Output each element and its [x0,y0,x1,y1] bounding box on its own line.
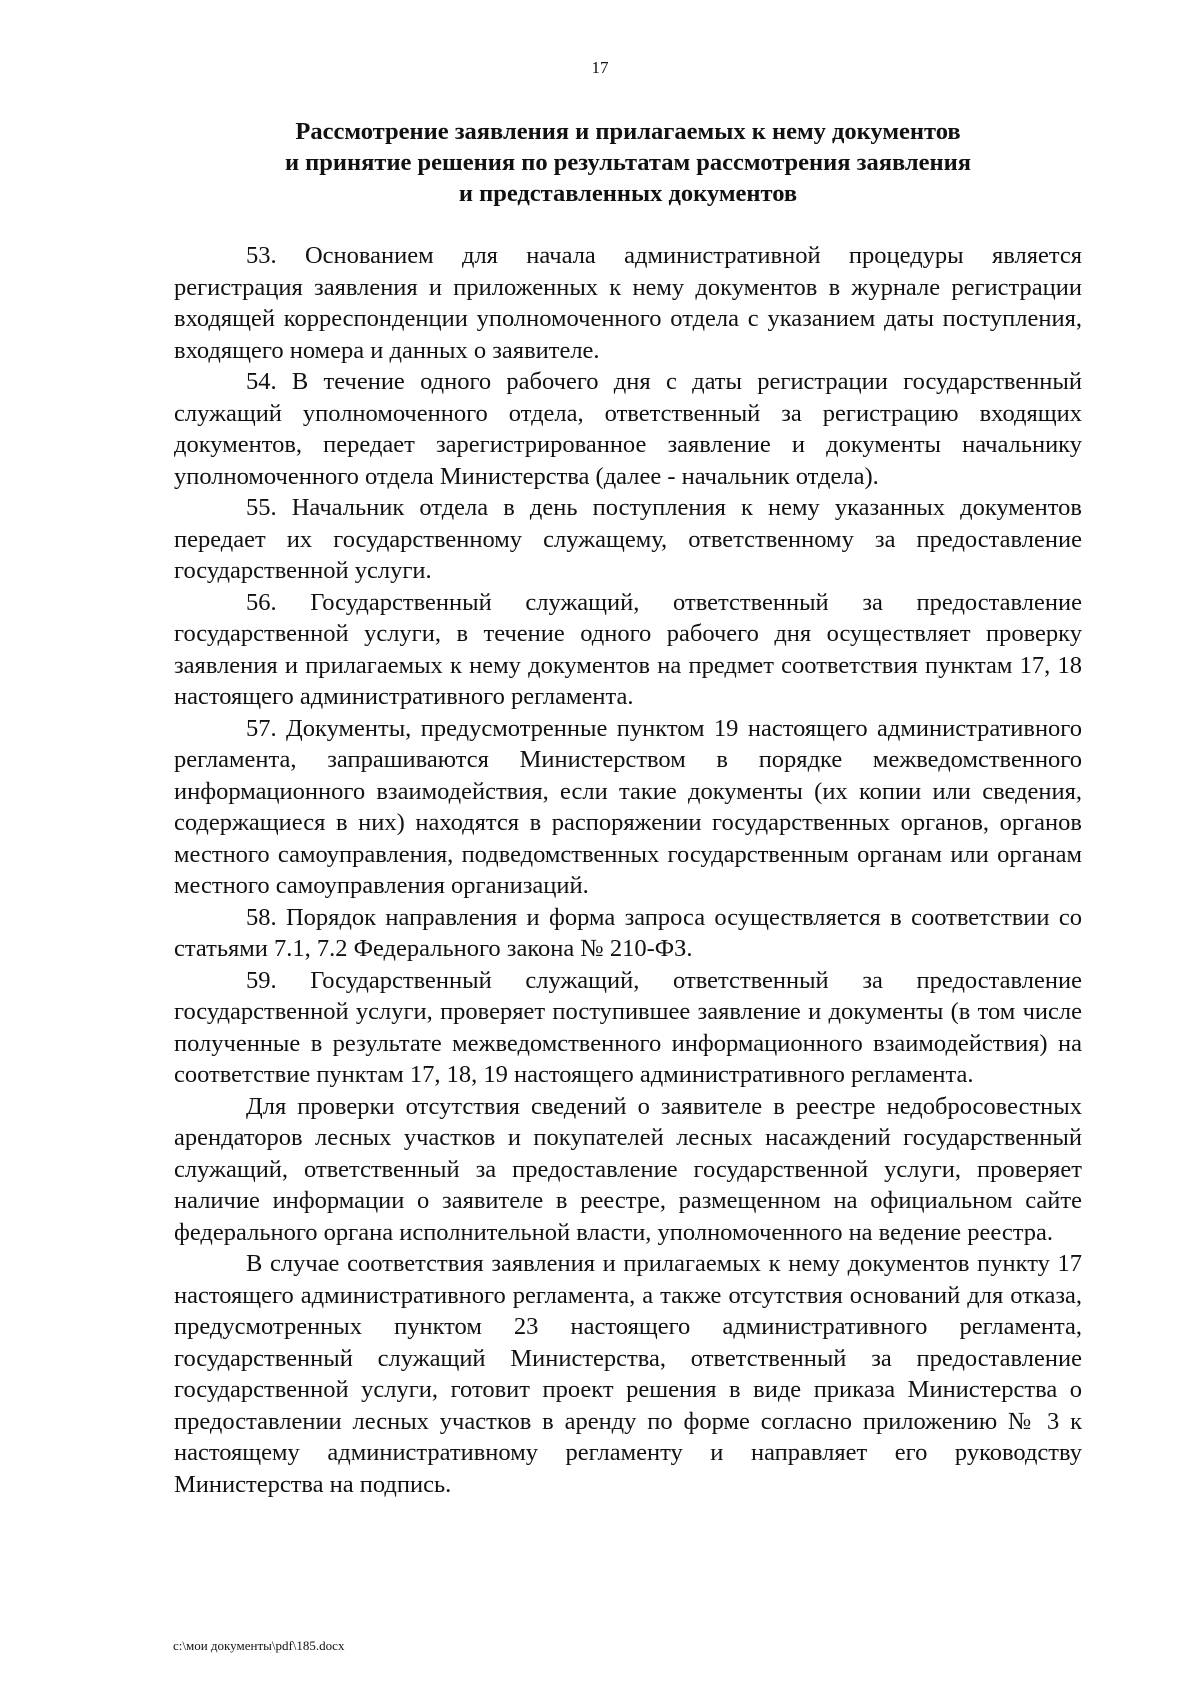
heading-line-1: Рассмотрение заявления и прилагаемых к нему документов [295,118,961,145]
page-number: 17 [591,58,609,77]
section-heading [175,116,1081,209]
heading-line-2: и принятие решения по результатам рассмотрения заявления [284,149,972,176]
heading-line-3: и представленных документов [458,180,798,207]
paragraph-57: 57. Документы, предусмотренные пунктом 19 настоящего административного регламента, запрашиваются Министерством в порядке межведомственного информационного взаимодействия, если такие документы (их копии или сведения, содержащиеся в них) находятся в распоряжении государственных органов, органов местного самоуправления, подведомственных государственным органам или органам местного самоуправления организаций. [174,714,1082,899]
paragraph-registry-check: Для проверки отсутствия сведений о заявителе в реестре недобросовестных арендаторов лесных участков и покупателей лесных насаждений государственный служащий, ответственный за предоставление государственной услуги, проверяет наличие информации о заявителе в реестре, размещенном на официальном сайте федерального органа исполнительной власти, уполномоченного на ведение реестра. [174,1092,1082,1246]
paragraph-56: 56. Государственный служащий, ответственный за предоставление государственной услуги, в течение одного рабочего дня осуществляет проверку заявления и прилагаемых к нему документов на предмет соответствия пунктам 17, 18 настоящего административного регламента. [174,588,1082,710]
paragraph-55: 55. Начальник отдела в день поступления к нему указанных документов передает их государственному служащему, ответственному за предоставление государственной услуги. [174,494,1082,584]
paragraph-54: 54. В течение одного рабочего дня с даты регистрации государственный служащий уполномоченного отдела, ответственный за регистрацию входящих документов, передает зарегистрированное заявление и документы начальнику уполномоченного отдела Министерства (далее - начальник отдела). [174,368,1082,490]
footer-file-path: c:\мои документы\pdf\185.docx [173,1638,345,1653]
paragraph-decision-draft: В случае соответствия заявления и прилагаемых к нему документов пункту 17 настоящего административного регламента, а также отсутствия оснований для отказа, предусмотренных пунктом 23 настоящего административного регламента, государственный служащий Министерства, ответственный за предоставление государственной услуги, готовит проект решения в виде приказа Министерства о предоставлении лесных участков в аренду по форме согласно приложению № 3 к настоящему административному регламенту и направляет его руководству Министерства на подпись. [174,1250,1082,1498]
paragraph-59: 59. Государственный служащий, ответственный за предоставление государственной услуги, проверяет поступившее заявление и документы (в том числе полученные в результате межведомственного информационного взаимодействия) на соответствие пунктам 17, 18, 19 настоящего административного регламента. [174,966,1082,1088]
paragraph-53: 53. Основанием для начала административной процедуры является регистрация заявления и приложенных к нему документов в журнале регистрации входящей корреспонденции уполномоченного отдела с указанием даты поступления, входящего номера и данных о заявителе. [174,242,1082,364]
document-body [174,240,1082,1500]
paragraph-58: 58. Порядок направления и форма запроса осуществляется в соответствии со статьями 7.1, 7.2 Федерального закона № 210-ФЗ. [174,903,1082,962]
